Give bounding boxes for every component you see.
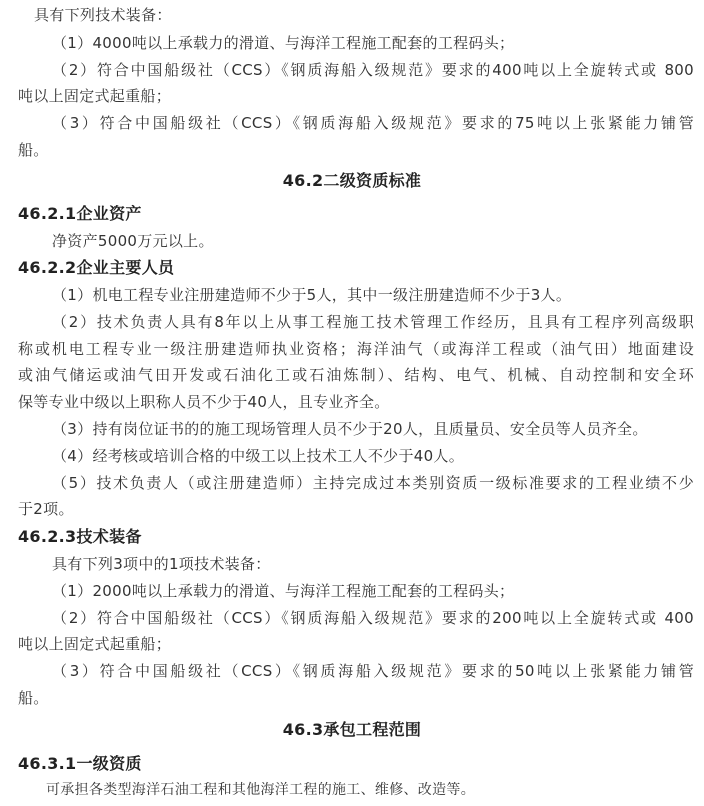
assets-heading: 46.2.1企业资产: [18, 204, 142, 223]
equip-item-3-line-2: 船。: [18, 141, 49, 159]
staff-item-4: （4）经考核或培训合格的中级工以上技术工人不少于40人。: [52, 447, 465, 465]
equip-2-item-3-line-1: （3）符合中国船级社（CCS）《钢质海船入级规范》要求的50吨以上张紧能力铺管: [52, 662, 694, 680]
section-46-3-title: 46.3承包工程范围: [282, 720, 422, 739]
grade1-text: 可承担各类型海洋石油工程和其他海洋工程的施工、维修、改造等。: [46, 782, 475, 798]
staff-heading: 46.2.2企业主要人员: [18, 258, 175, 277]
staff-item-5-line-1: （5）技术负责人（或注册建造师）主持完成过本类别资质一级标准要求的工程业绩不少: [52, 474, 694, 492]
assets-text: 净资产5000万元以上。: [52, 232, 214, 250]
staff-item-2-line-4: 保等专业中级以上职称人员不少于40人，且专业齐全。: [18, 393, 390, 411]
staff-item-2-line-2: 称或机电工程专业一级注册建造师执业资格；海洋油气（或海洋工程或（油气田）地面建设: [18, 340, 694, 358]
equip-2-item-1: （1）2000吨以上承载力的滑道、与海洋工程施工配套的工程码头；: [52, 582, 515, 600]
equip-intro-line: 具有下列技术装备：: [34, 6, 172, 24]
equip-2-item-3-line-2: 船。: [18, 689, 49, 707]
equip-item-1: （1）4000吨以上承载力的滑道、与海洋工程施工配套的工程码头；: [52, 34, 515, 52]
staff-item-5-line-2: 于2项。: [18, 500, 74, 518]
equip-item-2-line-1: （2）符合中国船级社（CCS）《钢质海船入级规范》要求的400吨以上全旋转式或 800: [52, 61, 694, 79]
equip-2-item-2-line-1: （2）符合中国船级社（CCS）《钢质海船入级规范》要求的200吨以上全旋转式或 400: [52, 609, 694, 627]
staff-item-2-line-1: （2）技术负责人具有8年以上从事工程施工技术管理工作经历，且具有工程序列高级职: [52, 313, 694, 331]
equip-2-item-2-line-2: 吨以上固定式起重船；: [18, 635, 172, 653]
section-46-2-title: 46.2二级资质标准: [282, 171, 422, 190]
grade1-heading: 46.3.1一级资质: [18, 754, 142, 773]
equip-item-2-line-2: 吨以上固定式起重船；: [18, 87, 172, 105]
staff-item-1: （1）机电工程专业注册建造师不少于5人，其中一级注册建造师不少于3人。: [52, 286, 572, 304]
staff-item-2-line-3: 或油气储运或油气田开发或石油化工或石油炼制）、结构、电气、机械、自动控制和安全环: [18, 366, 694, 384]
equip-heading: 46.2.3技术装备: [18, 527, 142, 546]
equip-intro: 具有下列3项中的1项技术装备：: [52, 555, 271, 573]
staff-item-3: （3）持有岗位证书的的施工现场管理人员不少于20人，且质量员、安全员等人员齐全。: [52, 420, 648, 438]
equip-item-3-line-1: （3）符合中国船级社（CCS）《钢质海船入级规范》要求的75吨以上张紧能力铺管: [52, 114, 694, 132]
